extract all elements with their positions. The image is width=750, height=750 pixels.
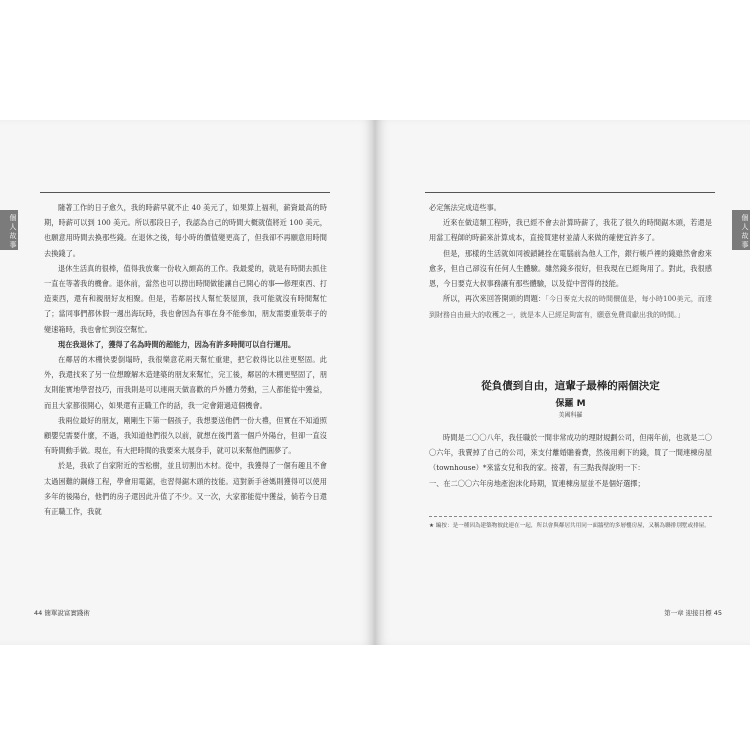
left-side-tab: 個人故事 bbox=[0, 210, 18, 250]
footnote-divider bbox=[429, 516, 712, 517]
right-paragraph-5: 一、在二〇〇六年房地產泡沫化時期，買連棟房屋並不是個好選擇； bbox=[429, 478, 645, 488]
right-quote-paragraph bbox=[429, 291, 712, 323]
right-footer: 第一章 迎接目標 45 bbox=[664, 609, 722, 617]
right-top-body-text bbox=[429, 200, 712, 324]
left-paragraph-5: 於是，我砍了自家附近的雪松樹，並且切割出木材。從中，我獲得了一個有趣且不會太過困難的鋼條工程，學會用電鋸，也習得鋸木頭的技能。這對新手爸媽則獲得可以使用多年的後陽台，他們的房子還因此升值了不少。又一次，大家都能從中獲益，倘若今日還有正職工作，我就 bbox=[44, 461, 327, 517]
left-paragraph-2: 退休生活真的很棒，值得我放棄一份收入頗高的工作。我最愛的，就是有時間去抓住一直在等著我的機會。退休前，當然也可以撈出時間做能讓自己開心的事──修理東西、打造東西，還有和親朋好友相聚。但是，若鄰居找人幫忙裝屋頂，我可能就沒有時間幫忙了；當同事們都休假一週出海玩時，我也會因為有事在身不能參加，朋友需要重裝車子的變速箱時，我也會忙到沒空幫忙。 bbox=[44, 263, 327, 334]
left-paragraph-1: 隨著工作的日子愈久，我的時薪早就不止 40 美元了，如果算上福利，薪資最高的時期，時薪可以到 100 美元。所以那段日子，我認為自己的時間大概就值將近 100 美元，也願意用時間去換那些錢。在退休之後，每小時的價值變更高了，但我卻不再願意用時間去換錢了。 bbox=[44, 203, 327, 258]
right-paragraph-4: 時間是二〇〇八年，我任職於一間非常成功的理財規劃公司，但兩年前，也就是二〇〇六年，我賣掉了自己的公司，來支付離婚贍養費，然後用剩下的錢，買了一間連棟房屋（townhouse）*來當女兒和我的家。接著，有三點我得說明一下： bbox=[429, 433, 712, 473]
quote-intro: 所以，再次來回答開頭的問題： bbox=[443, 294, 546, 304]
quote-text: 「今日麥克大叔的時間價值是，每小時100美元，而達到財務自由最大的收穫之一，就是本人已經足夠富有，願意免費貢獻出我的時間。」 bbox=[429, 295, 712, 320]
right-paragraph-3: 但是，那樣的生活就如同被鎖鏈拴在電腦前為他人工作，銀行帳戶裡的錢雖然會愈來愈多，但自己卻沒有任何人生體驗。雖然錢多很好，但我現在已經夠用了。對此，我很感恩，今日要克大叔事務讓有那些體驗，以及從中習得的技能。 bbox=[429, 248, 712, 289]
left-body-text bbox=[44, 200, 327, 519]
right-top-rule bbox=[425, 192, 715, 193]
book-spread bbox=[0, 120, 750, 645]
right-bottom-body-text bbox=[429, 430, 712, 491]
author-location: 美國科羅 bbox=[558, 412, 583, 419]
footnote: ★ 編按：是一種因為建築物彼此連在一起，所以會與鄰居共用同一面牆壁的多層樓房屋，又稱為聯排別墅或排屋。 bbox=[429, 523, 710, 529]
right-side-tab: 個人故事 bbox=[732, 210, 750, 250]
left-emphasis-paragraph: 現在我退休了，獲得了名為時間的超能力，因為有許多時間可以自行運用。 bbox=[58, 339, 296, 349]
left-paragraph-4: 我兩位最好的朋友，剛剛生下第一個孩子，我想要送他們一份大禮，但實在不知道照顧嬰兒需要什麼，不過，我知道他們很久以前，就想在後門蓋一個戶外陽台，但卻一直沒有時間動手做。現在，有大把時間的我要來大展身手，就可以來幫他們圓夢了。 bbox=[44, 415, 327, 456]
right-paragraph-1: 必定無法完成這些事。 bbox=[429, 203, 501, 212]
right-page bbox=[375, 120, 750, 645]
left-footer: 44 簡單說富實踐術 bbox=[34, 609, 90, 617]
left-paragraph-3: 在鄰居的木棚快要倒塌時，我很樂意花兩天幫忙重建，把它救得比以往更堅固。此外，我還找來了另一位想瞭解木造建築的朋友來幫忙，完工後，鄰居的木棚更堅固了，朋友則能實地學習技巧，而我則是可以連兩天做喜歡的戶外體力勞動，三人都能從中獲益，而且大家都很開心，如果還有正職工作的話，我一定會錯過這個機會。 bbox=[44, 355, 327, 410]
right-paragraph-2: 近來在做這類工程時，我已經不會去計算時薪了，我花了很久的時間鋸木頭，若還是用當工程師的時薪來計算成本，直接買建材並請人來做的確便宜許多了。 bbox=[429, 218, 712, 243]
author-name: 保羅 M bbox=[555, 399, 586, 409]
left-top-rule bbox=[40, 192, 330, 193]
left-page bbox=[0, 120, 375, 645]
section-title: 從負債到自由，這輩子最棒的兩個決定 bbox=[481, 380, 660, 392]
